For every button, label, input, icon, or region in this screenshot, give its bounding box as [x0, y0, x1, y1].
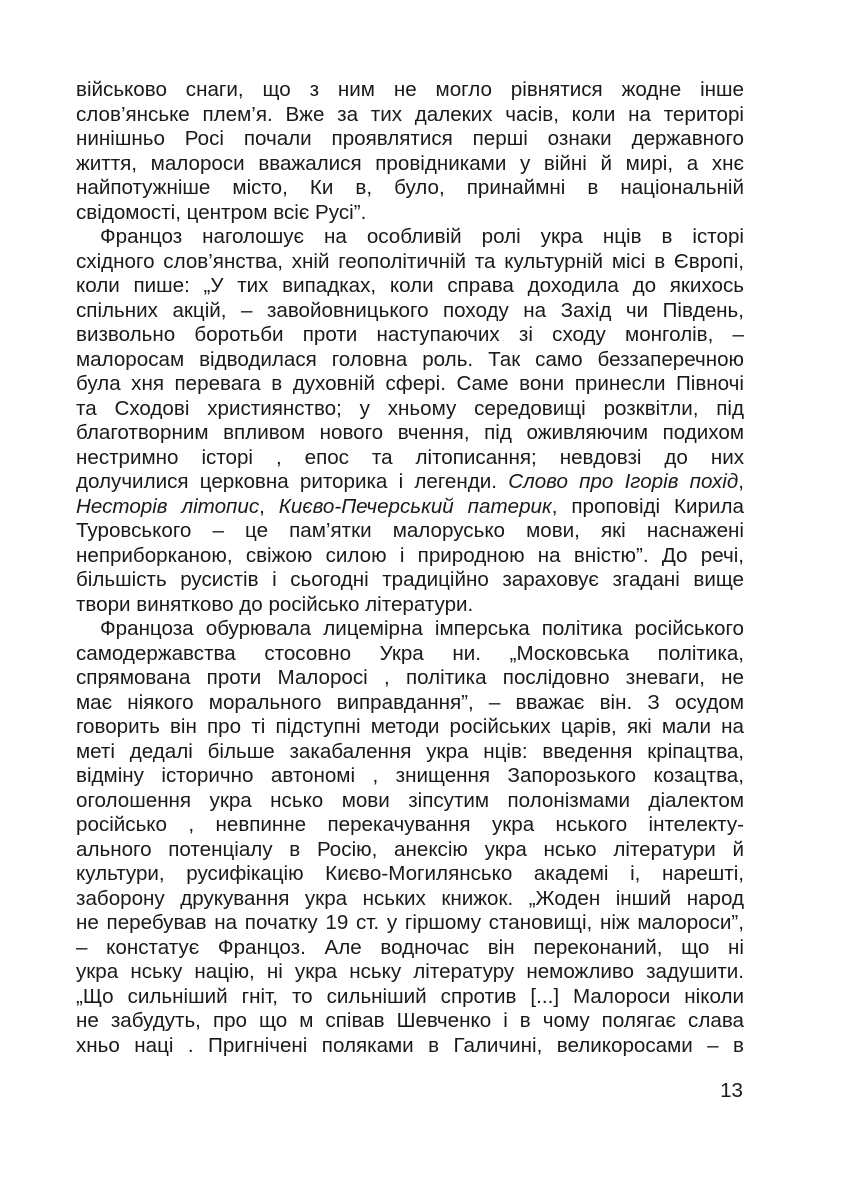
- page-number: 13: [720, 1079, 743, 1102]
- text-line: життя, малороси вважалися провідниками у війні й мирі, а хнє: [76, 151, 744, 175]
- text-line: неприборканою, свіжою силою і природною на вністю”. До речі,: [76, 543, 744, 567]
- text-segment: ,: [259, 494, 279, 518]
- text-segment: ,: [738, 470, 744, 493]
- text-line: військово снаги, що з ним не могло рівнятися жодне інше: [76, 78, 744, 101]
- text-line: Францоза обурювала лицемірна імперська політика російського: [100, 617, 744, 640]
- text-line: Францоз наголошує на особливій ролі укра нців в історі: [100, 225, 744, 248]
- text-line: нестримно історі , епос та літописання; невдовзі до них: [76, 445, 744, 469]
- text-line: визвольно боротьби проти наступаючих зі сходу монголів, –: [76, 323, 744, 346]
- text-line: укра нську націю, ні укра нську літературу неможливо задушити.: [76, 960, 744, 983]
- text-line: малоросам відводилася головна роль. Так само беззаперечною: [76, 347, 744, 371]
- text-line: не забудуть, про що м співав Шевченко і в чому полягає слава: [76, 1009, 744, 1032]
- text-line: відміну історично автономі , знищення Запорозького козацтва,: [76, 764, 744, 787]
- text-line: була хня перевага в духовній сфері. Саме вони принесли Півночі: [76, 372, 744, 395]
- text-line: спільних акцій, – завойовницького походу на Захід чи Південь,: [76, 298, 744, 322]
- text-line: слов’янське плем’я. Вже за тих далеких часів, коли на територі: [76, 102, 744, 126]
- text-segment: , проповіді Кирила: [551, 494, 744, 518]
- text-line: – констатує Францоз. Але водночас він переконаний, що ні: [76, 935, 744, 959]
- text-line: твори винятково до російсько літератури.: [76, 592, 474, 616]
- text-line: оголошення укра нсько мови зіпсутим полонізмами діалектом: [76, 788, 744, 812]
- text-line: ального потенціалу в Росію, анексію укра нсько літератури й: [76, 837, 744, 861]
- work-title-italic: Слово про Ігорів похід: [508, 470, 739, 493]
- text-line: більшість русистів і сьогодні традиційно зараховує згадані вище: [76, 568, 744, 591]
- text-line: східного слов’янства, хній геополітичній та культурній місі в Європі,: [76, 249, 744, 273]
- text-segment: долучилися церковна риторика і легенди.: [76, 470, 509, 493]
- text-line: свідомості, центром всіє Русі”.: [76, 200, 367, 224]
- work-title-italic: Києво-Печерський патерик: [278, 494, 552, 518]
- work-title-italic: Несторів літопис: [76, 494, 260, 518]
- text-line: має ніякого морального виправдання”, – вважає він. З осудом: [76, 690, 744, 714]
- text-line: не перебував на початку 19 ст. у гіршому становищі, ніж малороси”,: [76, 911, 744, 934]
- text-line: російсько , невпинне перекачування укра нського інтелекту-: [76, 813, 744, 836]
- text-line: меті дедалі більше закабалення укра нців: введення кріпацтва,: [76, 739, 744, 763]
- page-text: [76, 78, 744, 1058]
- text-line: „Що сильніший гніт, то сильніший спротив [...] Малороси ніколи: [76, 984, 744, 1008]
- text-line: найпотужніше місто, Ки в, було, принаймні в національній: [76, 176, 744, 199]
- text-line: коли пише: „У тих випадках, коли справа доходила до якихось: [76, 274, 744, 297]
- text-line: спрямована проти Малоросі , політика послідовно зневаги, не: [76, 666, 744, 689]
- text-line: [76, 495, 744, 520]
- text-line: [76, 470, 744, 495]
- text-line: та Сходові християнство; у хньому середовищі розквітли, під: [76, 396, 744, 420]
- text-line: благотворним впливом нового вчення, під оживляючим подихом: [76, 421, 744, 444]
- text-line: хньо наці . Пригнічені поляками в Галичині, великоросами – в: [76, 1033, 744, 1057]
- text-line: Турoвського – це пам’ятки малорусько мови, які наснажені: [76, 519, 744, 542]
- text-line: заборону друкування укра нських книжок. „Жоден інший народ: [76, 886, 744, 910]
- text-line: самодержавства стосовно Укра ни. „Московська політика,: [76, 641, 744, 665]
- text-line: культури, русифікацію Києво-Могилянсько академі і, нарешті,: [76, 862, 744, 885]
- text-line: говорить він про ті підступні методи російських царів, які мали на: [76, 715, 744, 738]
- text-line: нинішньо Росі почали проявлятися перші ознаки державного: [76, 127, 744, 150]
